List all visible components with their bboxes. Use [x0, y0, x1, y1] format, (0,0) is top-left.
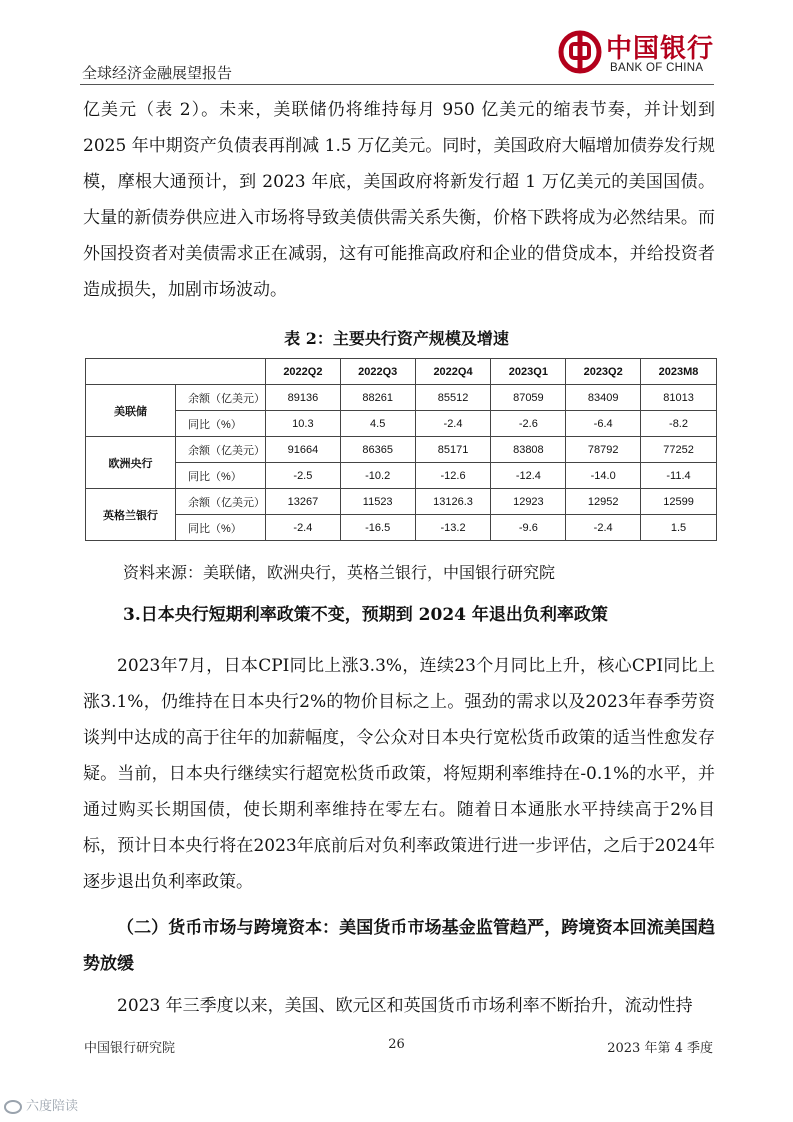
table-cell: -2.5: [266, 463, 341, 489]
table-row: [86, 385, 717, 411]
column-header: 2022Q2: [266, 359, 341, 385]
metric-label: 同比（%）: [176, 463, 266, 489]
table-cell: 89136: [266, 385, 341, 411]
table-row: [86, 515, 717, 541]
table-row: [86, 463, 717, 489]
column-header: 2022Q4: [415, 359, 491, 385]
watermark: [4, 1095, 78, 1114]
table-row: [86, 411, 717, 437]
report-title: 全球经济金融展望报告: [82, 64, 233, 82]
table-cell: 87059: [491, 385, 566, 411]
table-cell: -2.4: [415, 411, 491, 437]
footer-period: 2023 年第 4 季度: [607, 1041, 713, 1056]
central-bank-assets-table: [85, 358, 717, 541]
table-cell: -2.6: [491, 411, 566, 437]
table-row: [86, 437, 717, 463]
table-cell: 78792: [566, 437, 641, 463]
table-cell: 4.5: [340, 411, 415, 437]
table-cell: 13267: [266, 489, 341, 515]
table-cell: 86365: [340, 437, 415, 463]
table-cell: 91664: [266, 437, 341, 463]
bank-name-cell: 英格兰银行: [86, 489, 176, 541]
metric-label: 余额（亿美元）: [176, 385, 266, 411]
table-cell: 88261: [340, 385, 415, 411]
table-row: [86, 489, 717, 515]
table-cell: 12599: [641, 489, 717, 515]
table-header-row: [86, 359, 717, 385]
table-cell: 12952: [566, 489, 641, 515]
column-header: 2023Q1: [491, 359, 566, 385]
metric-label: 余额（亿美元）: [176, 489, 266, 515]
table-cell: 10.3: [266, 411, 341, 437]
column-header: 2023Q2: [566, 359, 641, 385]
table-cell: 13126.3: [415, 489, 491, 515]
watermark-text: 六度陪读: [26, 1099, 79, 1114]
column-header: 2023M8: [641, 359, 717, 385]
table-cell: -2.4: [266, 515, 341, 541]
bank-logo-icon: [558, 30, 602, 74]
bank-logo: [556, 26, 716, 82]
bank-name-cell: 欧洲央行: [86, 437, 176, 489]
section-heading-2: （二）货币市场与跨境资本：美国货币市场基金监管趋严，跨境资本回流美国趋势放缓: [83, 918, 715, 974]
table-source-note: 资料来源：美联储，欧洲央行，英格兰银行，中国银行研究院: [123, 563, 556, 582]
logo-name-cn: 中国银行: [606, 34, 715, 64]
table-cell: -8.2: [641, 411, 717, 437]
table-cell: -12.4: [491, 463, 566, 489]
table-cell: -10.2: [340, 463, 415, 489]
header-divider: [80, 84, 714, 85]
bank-name-cell: 美联储: [86, 385, 176, 437]
table-cell: -13.2: [415, 515, 491, 541]
column-header: 2022Q3: [340, 359, 415, 385]
table-cell: 77252: [641, 437, 717, 463]
table-cell: 12923: [491, 489, 566, 515]
table-cell: -11.4: [641, 463, 717, 489]
logo-name-en: BANK OF CHINA: [610, 62, 704, 74]
metric-label: 余额（亿美元）: [176, 437, 266, 463]
table-cell: 81013: [641, 385, 717, 411]
footer-page-number: 26: [388, 1037, 405, 1052]
table-cell: -9.6: [491, 515, 566, 541]
table-cell: 85512: [415, 385, 491, 411]
table-cell: -14.0: [566, 463, 641, 489]
watermark-icon: [4, 1100, 22, 1114]
table-cell: 1.5: [641, 515, 717, 541]
section-heading-3: 3.日本央行短期利率政策不变，预期到 2024 年退出负利率政策: [123, 605, 608, 625]
table-cell: -12.6: [415, 463, 491, 489]
paragraph-3: 2023 年三季度以来，美国、欧元区和英国货币市场利率不断抬升，流动性持: [117, 996, 693, 1016]
table-cell: 83409: [566, 385, 641, 411]
table-corner-cell: [86, 359, 266, 385]
paragraph-2: 2023年7月，日本CPI同比上涨3.3%，连续23个月同比上升，核心CPI同比上涨3.1%，仍维持在日本央行2%的物价目标之上。强劲的需求以及2023年春季劳资谈判中达成的高于往年的加薪幅度，令公众对日本央行宽松货币政策的适当性愈发存疑。当前，日本央行继续实行超宽松货币政策，将短期利率维持在-0.1%的水平，并通过购买长期国债，使长期利率维持在零左右。随着日本通胀水平持续高于2%目标，预计日本央行将在2023年底前后对负利率政策进行进一步评估，之后于2024年逐步退出负利率政策。: [83, 656, 715, 892]
metric-label: 同比（%）: [176, 411, 266, 437]
metric-label: 同比（%）: [176, 515, 266, 541]
table-cell: -2.4: [566, 515, 641, 541]
table-cell: -16.5: [340, 515, 415, 541]
table-cell: -6.4: [566, 411, 641, 437]
footer-org: 中国银行研究院: [84, 1041, 176, 1056]
table-cell: 83808: [491, 437, 566, 463]
table-title: 表 2：主要央行资产规模及增速: [284, 329, 509, 348]
table-cell: 85171: [415, 437, 491, 463]
table-cell: 11523: [340, 489, 415, 515]
paragraph-1: 亿美元（表 2）。未来，美联储仍将维持每月 950 亿美元的缩表节奏，并计划到 2025 年中期资产负债表再削减 1.5 万亿美元。同时，美国政府大幅增加债券发行规模，摩根大通预计，到 2023 年底，美国政府将新发行超 1 万亿美元的美国国债。大量的新债券供应进入市场将导致美债供需关系失衡，价格下跌将成为必然结果。而外国投资者对美债需求正在减弱，这有可能推高政府和企业的借贷成本，并给投资者造成损失，加剧市场波动。: [83, 100, 715, 300]
